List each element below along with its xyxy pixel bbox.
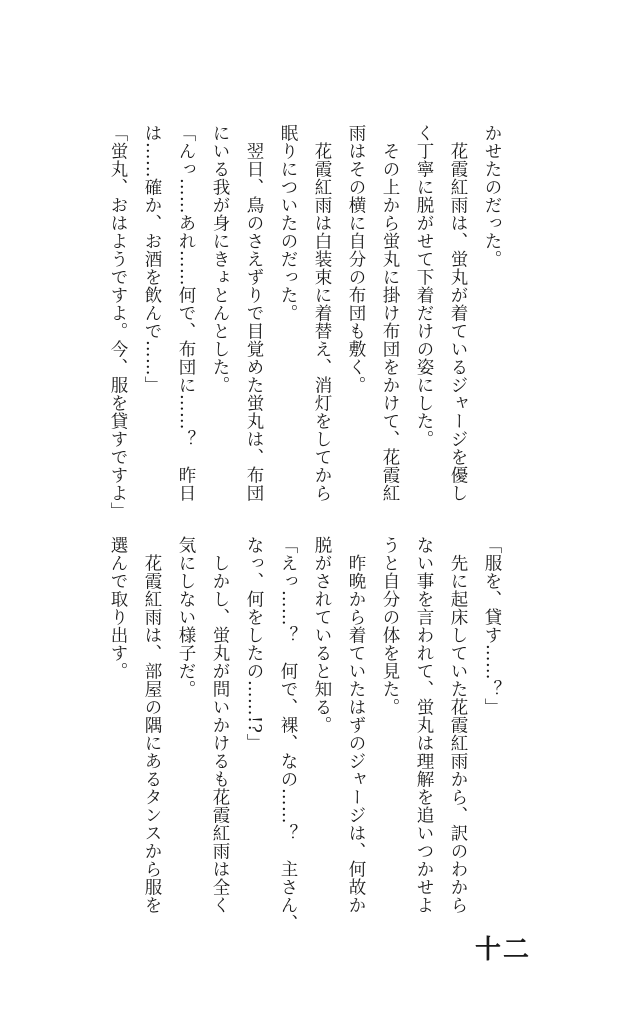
text-line: 脱がされていると知る。 — [312, 536, 332, 734]
text-line: 花霞紅雨は、蛍丸が着ているジャージを優し — [448, 124, 468, 502]
text-line: 「んっ……あれ……何で、布団に……？ 昨日 — [176, 124, 196, 502]
text-block-top — [101, 124, 509, 520]
text-line: 先に起床していた花霞紅雨から、訳のわから — [448, 536, 468, 914]
text-block-bottom — [101, 536, 509, 932]
text-line: 昨晩から着ていたはずのジャージは、何故か — [346, 536, 366, 914]
text-line: ない事を言われて、蛍丸は理解を追いつかせよ — [414, 536, 434, 914]
text-line: かせたのだった。 — [482, 124, 502, 268]
text-line: 花霞紅雨は白装束に着替え、消灯をしてから — [312, 124, 332, 502]
page-number: 十二 — [474, 935, 531, 965]
text-line: く丁寧に脱がせて下着だけの姿にした。 — [414, 124, 434, 448]
text-line: 花霞紅雨は、部屋の隅にあるタンスから服を — [142, 536, 162, 914]
text-line: にいる我が身にきょとんとした。 — [210, 124, 230, 394]
text-line: 「服を、貸す……？」 — [482, 536, 502, 716]
text-line: 気にしない様子だ。 — [176, 536, 196, 698]
text-line: なっ、何をしたの……!?」 — [244, 536, 264, 752]
text-line: 雨はその横に自分の布団も敷く。 — [346, 124, 366, 394]
text-line: 眠りについたのだった。 — [278, 124, 298, 322]
text-line: 「えっ……？ 何で、裸、なの……？ 主さん、 — [278, 536, 298, 932]
text-line: 翌日、鳥のさえずりで目覚めた蛍丸は、布団 — [244, 124, 264, 502]
text-line: 「蛍丸、おはようですよ。今、服を貸すですよ」 — [108, 124, 128, 520]
text-line: その上から蛍丸に掛け布団をかけて、花霞紅 — [380, 124, 400, 502]
text-line: うと自分の体を見た。 — [380, 536, 400, 716]
text-line: しかし、蛍丸が問いかけるも花霞紅雨は全く — [210, 536, 230, 914]
text-line: 選んで取り出す。 — [108, 536, 128, 680]
text-line: は……確か、お酒を飲んで……」 — [142, 124, 162, 394]
